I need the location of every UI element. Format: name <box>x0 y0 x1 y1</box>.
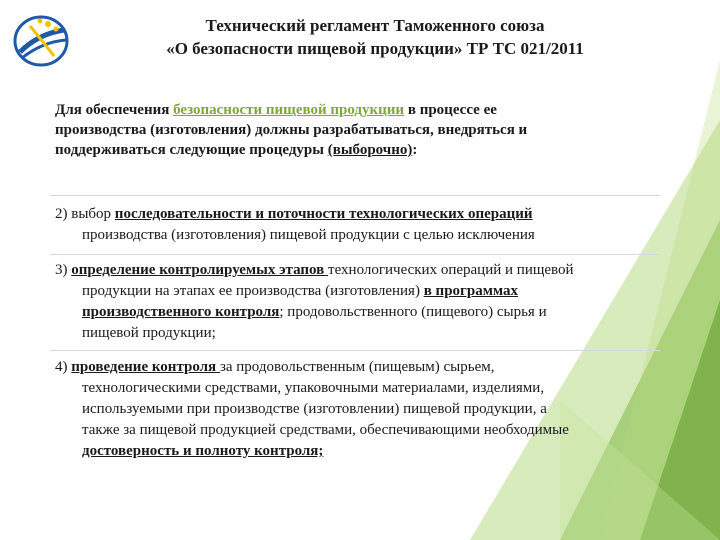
item3-line-3a: производственного контроля <box>82 304 280 320</box>
intro-text-1: Для обеспечения <box>55 102 174 118</box>
item4-line-5: достоверность и полноту контроля; <box>82 443 324 459</box>
item3-bold-1: определение контролируемых этапов <box>71 262 329 278</box>
intro-selective: (выборочно) <box>327 142 413 158</box>
item4-line-3: используемыми при производстве (изготовлении) пищевой продукции, а <box>82 401 547 417</box>
list-item-4 <box>55 357 665 462</box>
intro-line-2: производства (изготовления) должны разрабатываться, внедряться и <box>55 122 528 138</box>
item3-line-4: пищевой продукции; <box>82 325 216 341</box>
item2-num: 2) выбор <box>55 206 115 222</box>
title-line-2: «О безопасности пищевой продукции» ТР ТС 021/2011 <box>166 39 584 58</box>
item4-rest-1: за продовольственным (пищевым) сырьем, <box>219 359 495 375</box>
item4-line-4: также за пищевой продукцией средствами, обеспечивающими необходимые <box>82 422 569 438</box>
item2-line-2: производства (изготовления) пищевой продукции с целью исключения <box>82 227 535 243</box>
intro-highlight: безопасности пищевой продукции <box>173 102 405 118</box>
item4-line-2: технологическими средствами, упаковочными материалами, изделиями, <box>82 380 545 396</box>
divider <box>50 195 660 196</box>
item4-bold-1: проведение контроля <box>71 359 220 375</box>
intro-paragraph <box>55 100 645 160</box>
list-item-2 <box>55 204 665 246</box>
item3-line-2b: в программах <box>423 283 519 299</box>
item4-num: 4) <box>55 359 72 375</box>
intro-colon: : <box>412 142 418 158</box>
title-line-1: Технический регламент Таможенного союза <box>205 16 545 35</box>
divider <box>50 350 660 351</box>
item3-line-3b: ; продовольственного (пищевого) сырья и <box>279 304 547 320</box>
eaeu-logo-icon <box>10 12 72 70</box>
list-item-3 <box>55 260 665 344</box>
item3-num: 3) <box>55 262 72 278</box>
item3-line-2a: продукции на этапах ее производства (изготовления) <box>82 283 424 299</box>
intro-text-3: в процессе ее <box>404 102 497 118</box>
divider <box>50 254 660 255</box>
intro-line-3a: поддерживаться следующие процедуры <box>55 142 328 158</box>
item3-rest-1: технологических операций и пищевой <box>328 262 574 278</box>
slide-title <box>95 14 655 60</box>
item2-bold: последовательности и поточности технологических операций <box>114 206 533 222</box>
